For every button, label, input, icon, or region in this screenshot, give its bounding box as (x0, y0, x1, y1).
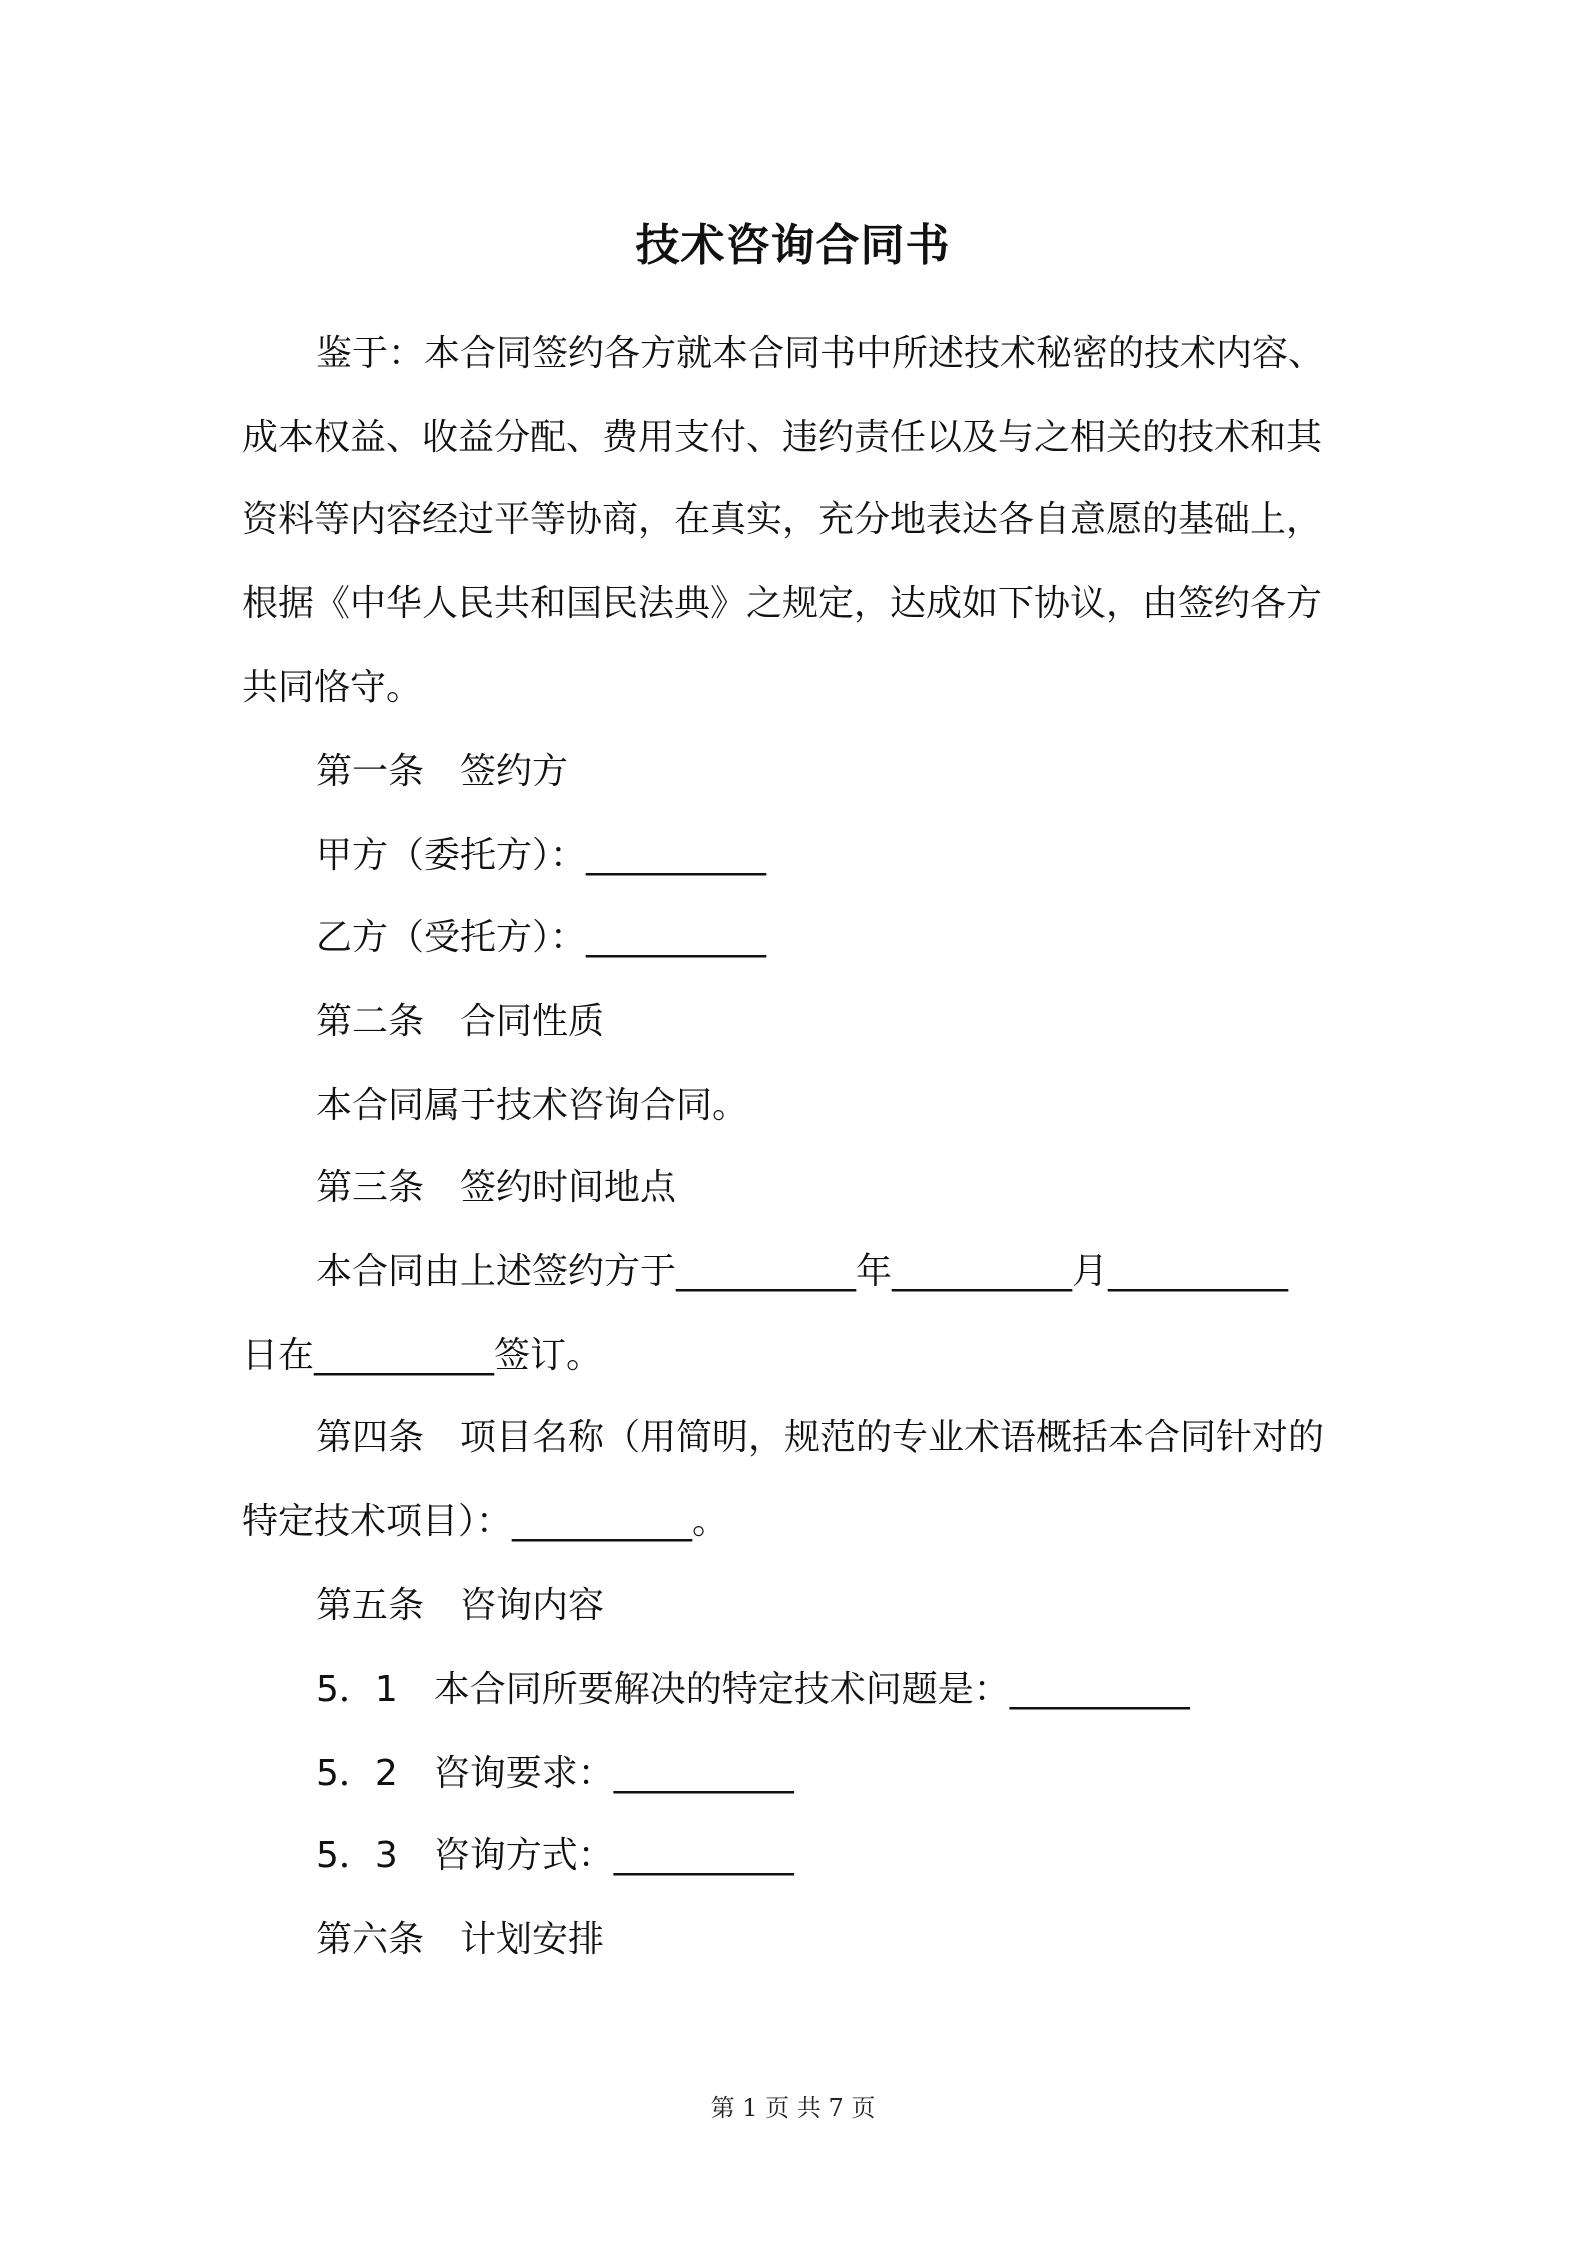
article-3-line-1: 本合同由上述签约方于__________年__________月__________ (316, 1251, 1289, 1292)
article-2-text: 本合同属于技术咨询合同。 (316, 1085, 749, 1126)
party-a-line: 甲方（委托方）：__________ (316, 835, 767, 876)
article-3-line-2: 日在__________签订。 (242, 1335, 603, 1376)
article-2-heading: 第二条 合同性质 (316, 1001, 605, 1042)
article-4-line-2: 特定技术项目）：__________。 (242, 1501, 729, 1542)
article-5-item-1: 5．1 本合同所要解决的特定技术问题是：__________ (316, 1669, 1190, 1710)
article-5-item-3: 5．3 咨询方式：__________ (316, 1835, 794, 1876)
page-footer: 第 1 页 共 7 页 (710, 2094, 876, 2122)
article-4-line-1: 第四条 项目名称（用简明，规范的专业术语概括本合同针对的 (316, 1417, 1325, 1458)
preamble-line-5: 共同恪守。 (242, 667, 423, 708)
preamble-line-1: 鉴于：本合同签约各方就本合同书中所述技术秘密的技术内容、 (316, 333, 1325, 374)
document-title: 技术咨询合同书 (635, 220, 951, 271)
article-5-heading: 第五条 咨询内容 (316, 1585, 605, 1626)
party-b-line: 乙方（受托方）：__________ (316, 917, 767, 958)
article-1-heading: 第一条 签约方 (316, 751, 569, 792)
preamble-line-3: 资料等内容经过平等协商，在真实，充分地表达各自意愿的基础上， (242, 499, 1323, 540)
article-6-heading: 第六条 计划安排 (316, 1919, 605, 1960)
preamble-line-4: 根据《中华人民共和国民法典》之规定，达成如下协议，由签约各方 (242, 583, 1323, 624)
article-3-heading: 第三条 签约时间地点 (316, 1167, 677, 1208)
preamble-line-2: 成本权益、收益分配、费用支付、违约责任以及与之相关的技术和其 (242, 417, 1323, 458)
article-5-item-2: 5．2 咨询要求：__________ (316, 1753, 794, 1794)
